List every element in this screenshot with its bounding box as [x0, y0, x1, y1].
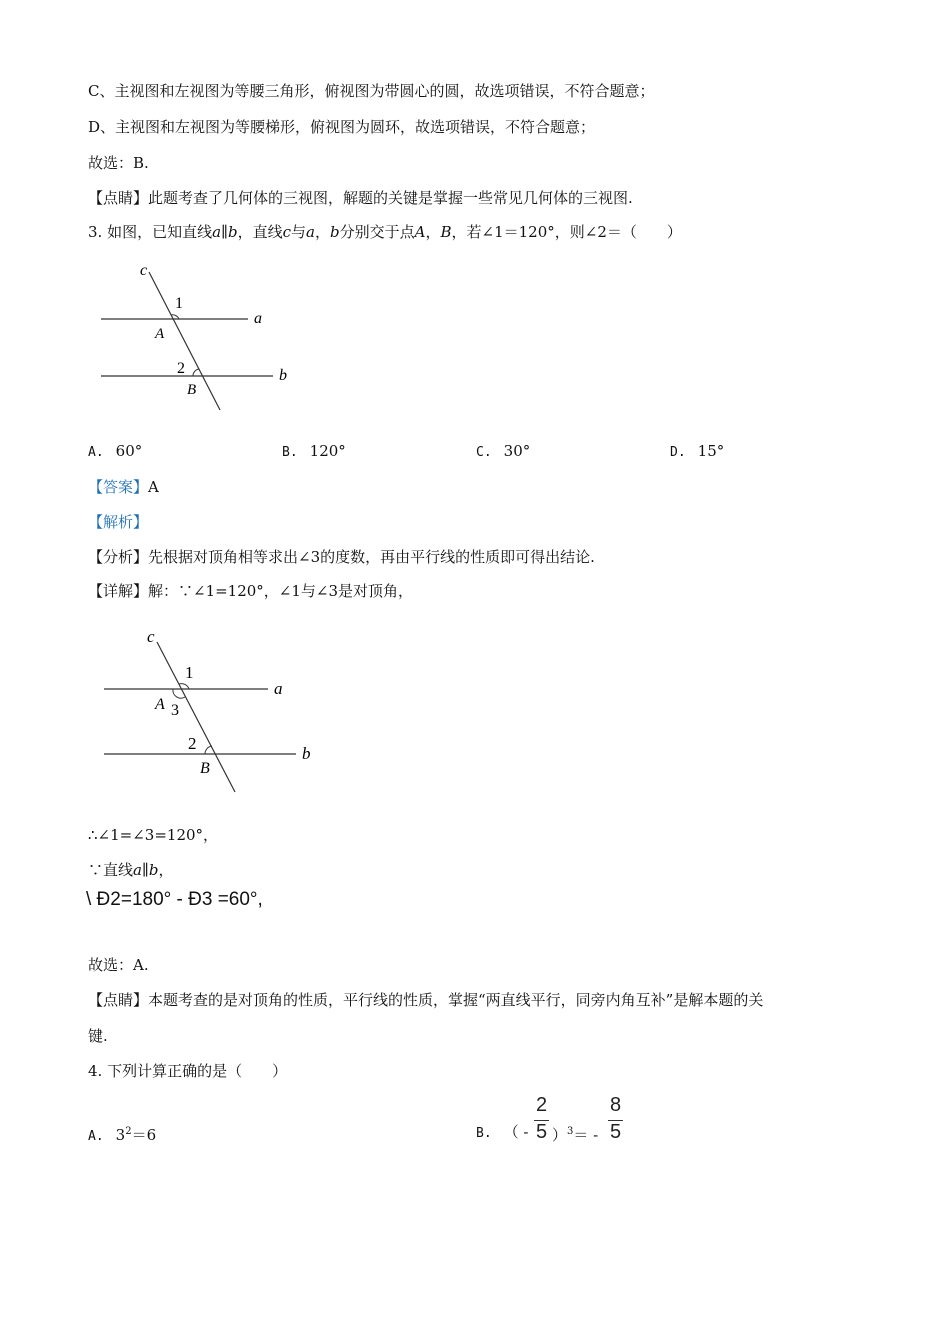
answer-tag: 【答案】 — [88, 478, 149, 496]
fig2-label-A: A — [155, 696, 165, 713]
step2-parallel: ∥ — [141, 861, 149, 879]
fig2-label-c: c — [147, 627, 155, 646]
option-value: 15° — [697, 442, 725, 460]
prev-choose: 故选：B. — [88, 154, 149, 172]
fig1-label-a: a — [254, 310, 262, 327]
fig2-label-a: a — [274, 679, 283, 698]
q3-point-a: A — [414, 223, 426, 241]
option-label: C. — [476, 445, 492, 460]
option-label: A. — [88, 1129, 104, 1144]
q4b-eq: ＝ - — [573, 1126, 599, 1144]
option-label: B. — [476, 1126, 492, 1141]
q3-number: 3. — [88, 223, 103, 241]
fig1-label-A: A — [155, 326, 165, 342]
q4-option-b-label-wrap[interactable] — [476, 1122, 529, 1144]
q3-stem — [88, 222, 682, 242]
q3-option-a[interactable] — [88, 441, 142, 463]
q3-analysis-tag: 【解析】 — [88, 513, 149, 531]
q3-detail: 【详解】解：∵∠1=120°，∠1与∠3是对顶角， — [88, 582, 414, 600]
q4b-close: ） — [552, 1126, 568, 1144]
q4b-open: （ - — [503, 1123, 529, 1141]
fig2-label-2: 2 — [188, 734, 197, 753]
q4b-den2: 5 — [610, 1121, 622, 1143]
q4a-base: 3 — [115, 1126, 126, 1144]
prev-option-c: C、主视图和左视图为等腰三角形，俯视图为带圆心的圆，故选项错误，不符合题意； — [88, 82, 655, 100]
q3-var-b: b — [228, 223, 238, 241]
q3-point-b: B — [440, 223, 452, 241]
prev-option-d: D、主视图和左视图为等腰梯形，俯视图为圆环，故选项错误，不符合题意； — [88, 118, 596, 136]
q3-option-b[interactable] — [282, 441, 346, 463]
q3-option-c[interactable] — [476, 441, 530, 463]
step2-a: a — [133, 861, 142, 879]
q3-text-3: 与 — [291, 223, 307, 241]
q4b-num1: 2 — [536, 1094, 548, 1116]
fig2-label-b: b — [302, 744, 311, 763]
option-value: 60° — [115, 442, 143, 460]
fig2-label-1: 1 — [185, 663, 194, 682]
q3-option-d[interactable] — [670, 441, 724, 463]
q3-step-1: ∴∠1=∠3=120°， — [88, 826, 219, 844]
fig1-label-b: b — [279, 367, 287, 384]
option-label: B. — [282, 445, 298, 460]
option-value: 30° — [503, 442, 531, 460]
q3-answer — [88, 477, 159, 497]
step2-post: ， — [158, 861, 174, 879]
q3-parallel: ∥ — [221, 223, 228, 241]
q3-text-5: 分别交于点 — [339, 223, 415, 241]
fig2-label-3: 3 — [171, 702, 179, 719]
q3-comment-1: 【点睛】本题考查的是对顶角的性质，平行线的性质，掌握“两直线平行，同旁内角互补”是解本题的关 — [88, 991, 764, 1009]
prev-comment: 【点睛】此题考查了几何体的三视图，解题的关键是掌握一些常见几何体的三视图. — [88, 189, 633, 207]
q3-var-c: c — [282, 223, 292, 241]
q4b-exp: 3 — [567, 1126, 574, 1137]
option-value: 120° — [309, 442, 346, 460]
fig2-label-B: B — [200, 760, 210, 777]
option-label: D. — [670, 445, 686, 460]
q4b-num2: 8 — [610, 1094, 622, 1116]
q3-step-2 — [88, 860, 174, 880]
q3-step-3: \ Ð2=180° - Ð3 =60°, — [86, 889, 263, 910]
q4b-close-wrap — [552, 1122, 598, 1145]
fig1-label-1: 1 — [175, 295, 183, 312]
step2-b: b — [148, 861, 159, 879]
q3-figure-2 — [95, 622, 325, 802]
q4b-den1: 5 — [536, 1121, 548, 1143]
fig1-label-c: c — [140, 262, 148, 279]
q3-text-4: ， — [315, 223, 331, 241]
q3-figure-1 — [95, 258, 305, 418]
q3-fenxi: 【分析】先根据对顶角相等求出∠3的度数，再由平行线的性质即可得出结论. — [88, 548, 595, 566]
q4-option-a[interactable] — [88, 1122, 156, 1147]
fig1-label-B: B — [187, 382, 197, 398]
fig2-line-c — [157, 642, 235, 792]
q3-text-2: ，直线 — [237, 223, 283, 241]
fig1-label-2: 2 — [177, 360, 185, 377]
q3-text-6: ， — [425, 223, 441, 241]
step2-pre: ∵直线 — [88, 861, 134, 879]
q3-var-a: a — [212, 223, 222, 241]
q4-title: 4. 下列计算正确的是（ ） — [88, 1062, 288, 1080]
q3-text-1: 如图，已知直线 — [107, 223, 213, 241]
q3-var-a2: a — [306, 223, 315, 241]
q3-var-b2: b — [330, 223, 340, 241]
q3-comment-2: 键. — [88, 1027, 108, 1045]
answer-value: A — [148, 478, 159, 496]
fig2-angle-2-arc — [205, 746, 212, 754]
q3-text-7: ，若∠1＝120°，则∠2＝（ ） — [451, 223, 682, 241]
fig1-angle-2-arc — [193, 369, 199, 376]
option-label: A. — [88, 445, 104, 460]
q4a-exp: 2 — [125, 1126, 132, 1137]
q4a-rest: ＝6 — [131, 1126, 157, 1144]
q3-choose: 故选：A. — [88, 956, 149, 974]
